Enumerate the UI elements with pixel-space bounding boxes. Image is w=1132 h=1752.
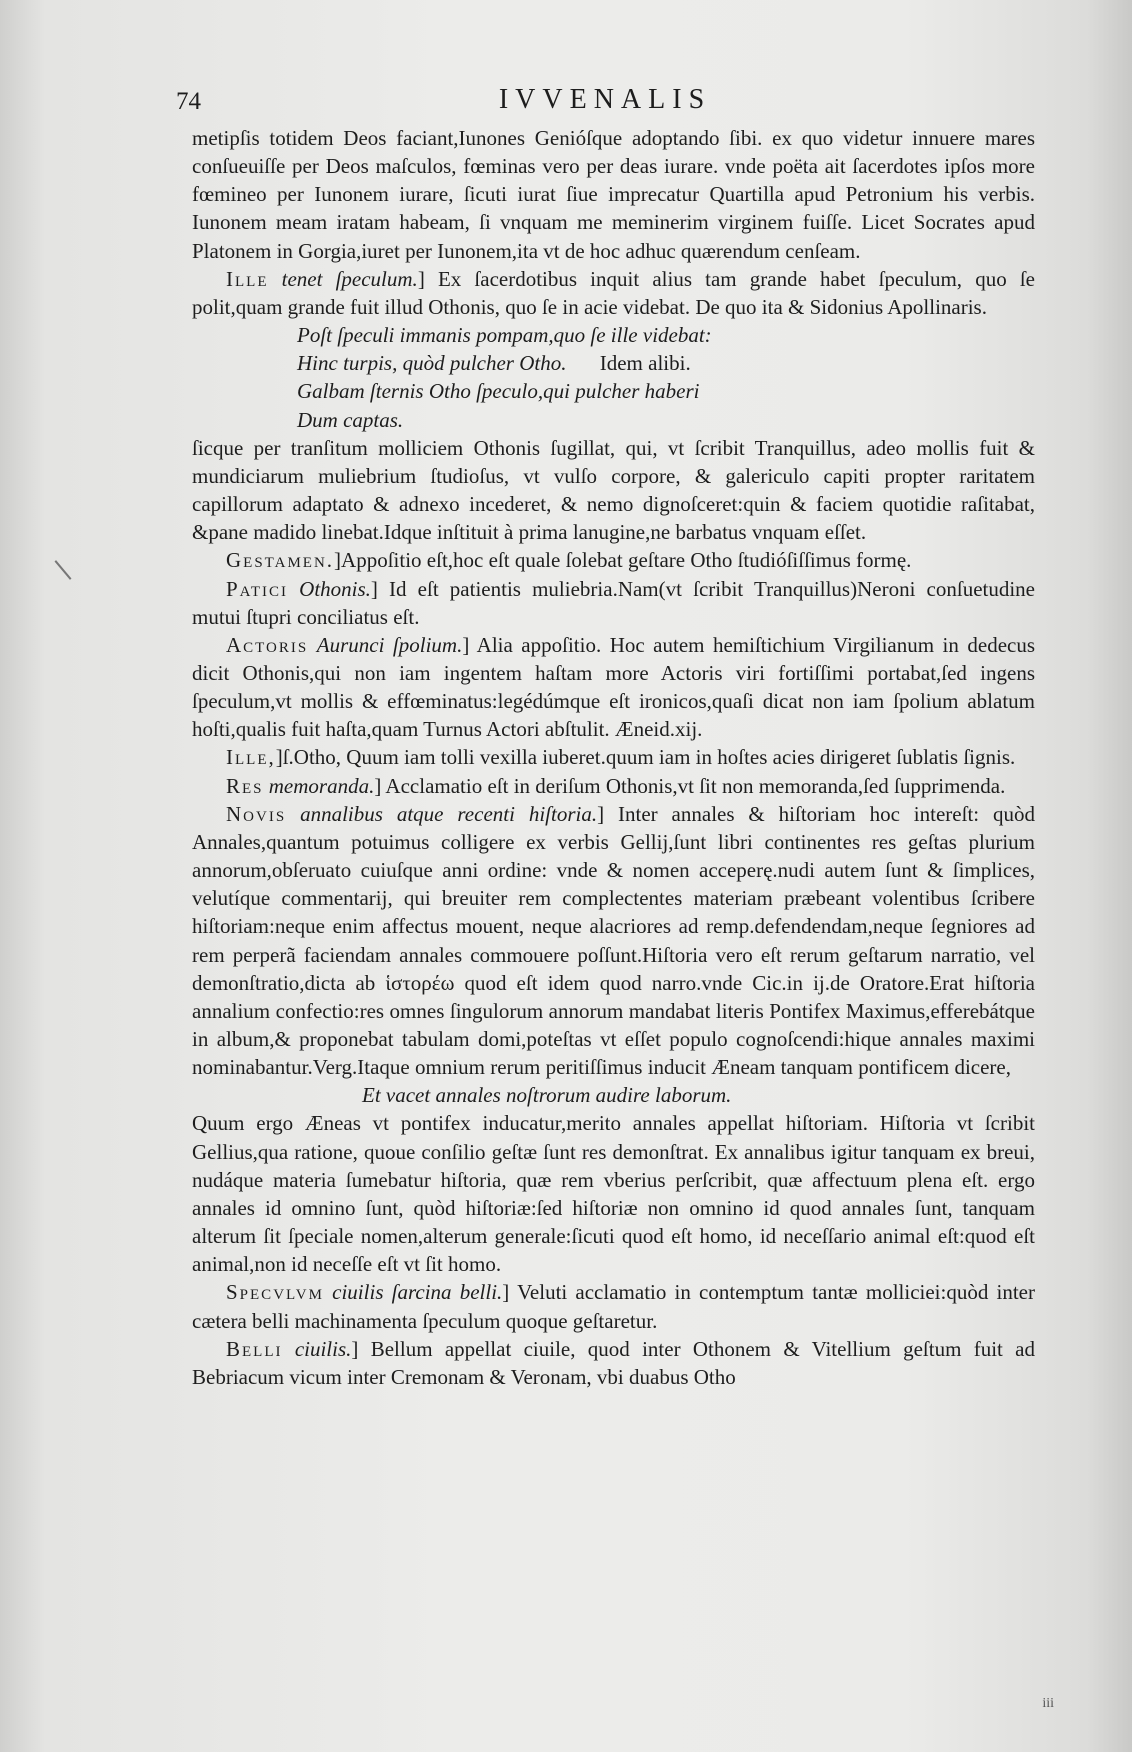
lemma-paragraph [192, 1335, 1035, 1391]
gloss-text: ] Id eſt patientis muliebria.Nam(vt ſcribit Tranquillus)Neroni conſuetudine mutui ſtupri conciliatus eſt. [192, 576, 1036, 629]
lemma-paragraph [192, 800, 1035, 1082]
lemma-paragraph [192, 1278, 1035, 1334]
paragraph: Quum ergo Æneas vt pontifex inducatur,merito annales appellat hiſtoriam. Hiſtoria vt ſcribit Gellius,qua ratione, quoue conſilio geſtæ ſunt res demonſtrat. Ex annalibus igitur tanquam ex breui, nudáque materia ſumebatur hiſtoria, quæ rem vberius perſcribit, quæ affectuum plena eſt. ergo annales id omnino ſunt, quòd hiſtoriæ:ſed hiſtoriæ non omnino id quod annales ſunt, tanquam alterum ſit ſpeciale nomen,alterum generale:ſicuti quod eſt homo, id neceſſario animal eſt:quod eſt animal,non id neceſſe eſt vt ſit homo. [192, 1111, 1035, 1277]
lemma: Res [226, 773, 264, 798]
lemma-italic: ciuilis. [294, 1336, 352, 1361]
page-number: 74 [176, 88, 201, 115]
lemma-paragraph [192, 743, 1035, 771]
lemma: Novis [226, 801, 287, 826]
paragraph: ſicque per tranſitum molliciem Othonis ſugillat, qui, vt ſcribit Tranquillus, adeo mollis fuit & mundiciarum muliebrium ſtudioſus, vt vulſo corpore, & galericulo capiti propter raritatem capillorum adaptato & adnexo incederet, & nemo dignoſceret:quin & faciem quotidie raſitabat, &pane madido linebat.Idque inſtituit à prima lanugine,ne barbatus vnquam eſſet. [192, 435, 1035, 545]
page-header [170, 84, 1040, 124]
gloss-text: ] Alia appoſitio. Hoc autem hemiſtichium Virgilianum in dedecus dicit Othonis,qui non iam ingentem haſtam more Actoris viri fortiſſimi portabat,ſed ingens ſpeculum,vt mollis & effœminatus:legédúmque eſt ironicos,quaſi dicat non iam ſpolium ablatum hoſti,qualis fuit haſta,quam Turnus Actori abſtulit. Æneid.xij. [192, 632, 1036, 742]
lemma: Patici [226, 576, 289, 601]
gloss-text: ]Appoſitio eſt,hoc eſt quale ſolebat geſtare Otho ſtudióſiſſimus formę. [334, 548, 912, 573]
lemma: Specvlvm [226, 1280, 324, 1305]
margin-mark [55, 560, 72, 580]
lemma-italic: memoranda. [268, 773, 375, 798]
foot-mark: iii [1042, 1696, 1054, 1711]
paragraph: metipſis totidem Deos faciant,Iunones Genióſque adoptando ſibi. ex quo videtur innuere mares conſueuiſſe per Deos maſculos, fœminas vero per deas iurare. vnde poëta ait ſacerdotes ipſos more fœmineo per Iunonem iurare, ſicuti iurat ſiue imprecatur Quartilla apud Petronium his verbis. Iunonem meam iratam habeam, ſi vnquam me meminerim virginem fuiſſe. Licet Socrates apud Platonem in Gorgia,iuret per Iunonem,ita vt de hoc adhuc quærendum cenſeam. [192, 126, 1035, 263]
gloss-text: ] Bellum appellat ciuile, quod inter Othonem & Vitellium geſtum fuit ad Bebriacum vicum inter Cremonam & Veronam, vbi duabus Otho [192, 1336, 1036, 1389]
lemma: Belli [226, 1336, 283, 1361]
lemma-italic: ciuilis ſarcina belli. [332, 1280, 503, 1305]
gloss-text: ] Acclamatio eſt in deriſum Othonis,vt ſit non memoranda,ſed ſupprimenda. [374, 773, 1006, 798]
lemma-paragraph [192, 265, 1035, 321]
gloss-text: ]ſ.Otho, Quum iam tolli vexilla iuberet.quum iam in hoſtes acies dirigeret ſublatis ſignis. [275, 745, 1016, 770]
verse-line: Dum captas. [297, 407, 404, 432]
lemma: Ille [226, 266, 269, 291]
verse-line [192, 349, 1035, 377]
lemma-italic: Aurunci ſpolium. [316, 632, 463, 657]
lemma: Gestamen. [226, 548, 335, 573]
lemma: Actoris [226, 632, 309, 657]
gloss-text: ] Ex ſacerdotibus inquit alius tam grande habet ſpeculum, quo ſe polit,quam grande fuit illud Othonis, quo ſe in acie videbat. De quo ita & Sidonius Apollinaris. [192, 266, 1035, 319]
commentary-text [192, 124, 1035, 1391]
lemma-paragraph [192, 546, 1035, 574]
verse-line: Galbam ſternis Otho ſpeculo,qui pulcher haberi [297, 379, 700, 404]
lemma-paragraph [192, 631, 1035, 744]
lemma-italic: tenet ſpeculum. [281, 266, 418, 291]
lemma-italic: annalibus atque recenti hiſtoria. [300, 801, 598, 826]
verse-line: Poſt ſpeculi immanis pompam,quo ſe ille videbat: [297, 323, 712, 348]
running-head: IVVENALIS [498, 84, 712, 115]
lemma: Ille, [226, 745, 276, 770]
verse-aside: Idem alibi. [599, 351, 691, 376]
verse-text: Hinc turpis, quòd pulcher Otho. [297, 351, 567, 376]
verse-line: Et vacet annales noſtrorum audire laborum. [362, 1083, 732, 1108]
gloss-text: ] Veluti acclamatio in contemptum tantæ molliciei:quòd inter cætera belli machinamenta ſpeculum quoque geſtaretur. [192, 1280, 1035, 1333]
lemma-italic: Othonis. [299, 576, 371, 601]
lemma-paragraph [192, 575, 1035, 631]
lemma-paragraph [192, 772, 1035, 800]
gloss-text: ] Inter annales & hiſtoriam hoc intereſt: quòd Annales,quantum potuimus colligere ex verbis Gellij,ſunt libri continentes res geſtas plurium annorum,obſeruato cuiuſque anni ordine: vnde & nomen acceperę.nudi autem ſunt & ſimplices, velutíque commentarij, qui breuiter rem complectentes materiam præbeant volentibus ſcribere hiſtoriam:neque enim affectus mouent, neque alacriores ad remp.defendendam,neque ſegniores ad rem perperã faciendam annales commouere poſſunt.Hiſtoria vero eſt rerum geſtarum narratio, vel demonſtratio,dicta ab ἱστορέω quod eſt idem quod narro.vnde Cic.in ij.de Oratore.Erat hiſtoria annalium confectio:res omnes ſingulorum annorum mandabat literis Pontifex Maximus,efferebátque in album,& proponebat tabulam domi,poteſtas vt eſſet populo cognoſcendi:hique annales maximi nominabantur.Verg.Itaque omnium rerum peritiſſimus inducit Æneam tanquam pontificem dicere, [192, 801, 1036, 1080]
